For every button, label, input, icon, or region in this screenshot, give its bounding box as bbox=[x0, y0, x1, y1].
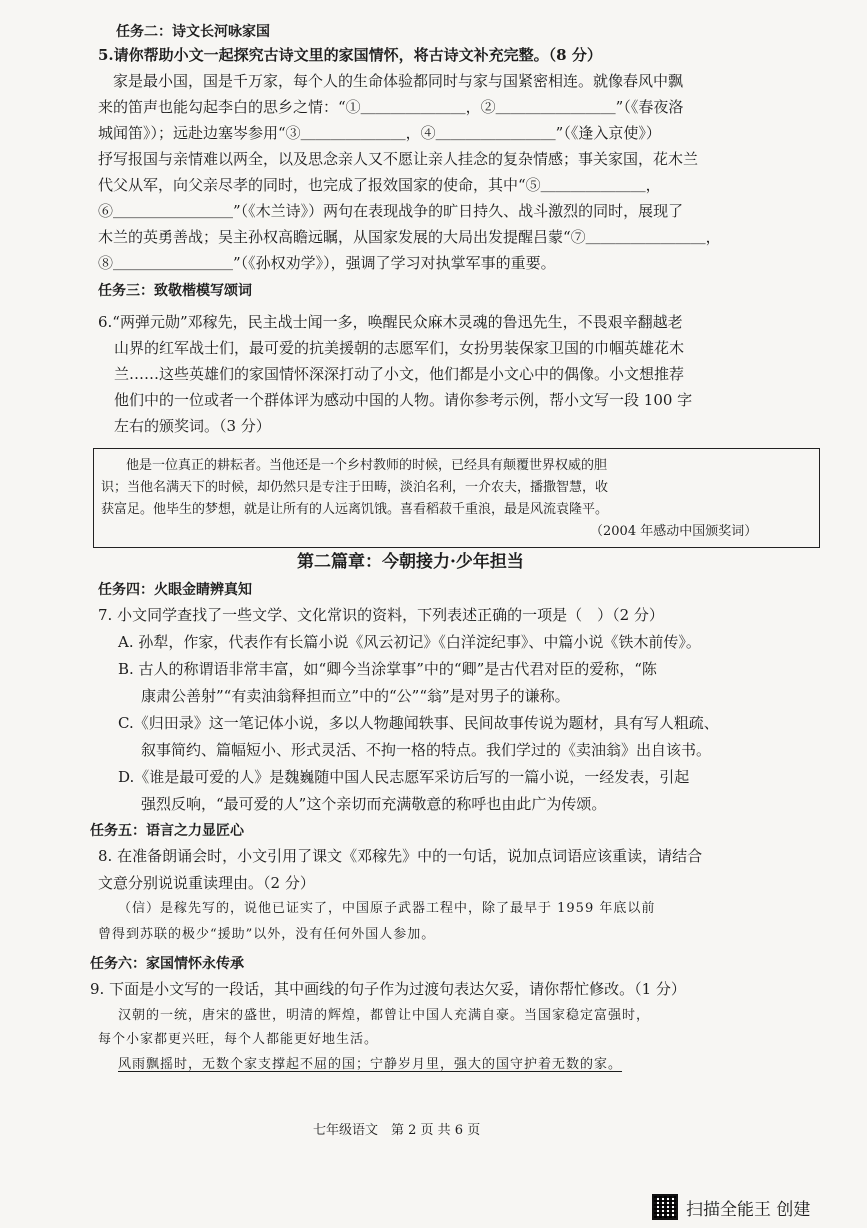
q5-line-8: 木兰的英勇善战；吴主孙权高瞻远瞩，从国家发展的大局出发提醒吕蒙“⑦＿＿＿＿＿＿＿＿， bbox=[98, 228, 721, 246]
q5-line-9: ⑧＿＿＿＿＿＿＿＿”（《孙权劝学》），强调了学习对执掌军事的重要。 bbox=[98, 254, 556, 272]
q5-line-1: 5.请你帮助小文一起探究古诗文里的家国情怀，将古诗文补充完整。（8 分） bbox=[98, 46, 602, 64]
q8-quote-1: （信）是稼先写的，说他已证实了，中国原子武器工程中，除了最早于 1959 年底以前 bbox=[118, 901, 656, 916]
q9-stem: 9. 下面是小文写的一段话，其中画线的句子作为过渡句表达欠妥，请你帮忙修改。（1 分） bbox=[90, 980, 686, 998]
q7-option-b-cont: 康肃公善射”“有卖油翁释担而立”中的“公”“翁”是对男子的谦称。 bbox=[141, 687, 570, 705]
chapter2-title: 第二篇章：今朝接力·少年担当 bbox=[297, 552, 524, 572]
q5-line-3: 来的笛声也能勾起李白的思乡之情：“①＿＿＿＿＿＿＿，②＿＿＿＿＿＿＿＿”（《春夜洛 bbox=[98, 98, 684, 116]
q7-option-b: B. 古人的称谓语非常丰富，如“卿今当涂掌事”中的“卿”是古代君对臣的爱称，“陈 bbox=[118, 660, 657, 678]
example-line-1: 他是一位真正的耕耘者。当他还是一个乡村教师的时候，已经具有颠覆世界权威的胆 bbox=[126, 458, 608, 473]
task2-heading: 任务二：诗文长河咏家国 bbox=[116, 24, 270, 40]
q6-line-5: 左右的颁奖词。（3 分） bbox=[114, 417, 271, 435]
q8-line-1: 8. 在准备朗诵会时，小文引用了课文《邓稼先》中的一句话，说加点词语应该重读，请结合 bbox=[98, 847, 703, 865]
q7-option-d: D.《谁是最可爱的人》是魏巍随中国人民志愿军采访后写的一篇小说，一经发表，引起 bbox=[118, 768, 690, 786]
task4-heading: 任务四：火眼金睛辨真知 bbox=[98, 582, 252, 598]
q8-line-2: 文意分别说说重读理由。（2 分） bbox=[98, 874, 315, 892]
qr-code-icon bbox=[652, 1194, 678, 1220]
q5-line-4: 城闻笛》）；远赴边塞岑参用“③＿＿＿＿＿＿＿，④＿＿＿＿＿＿＿＿”（《逢入京使》） bbox=[98, 124, 661, 142]
page-footer: 七年级语文 第 2 页 共 6 页 bbox=[313, 1123, 481, 1138]
q7-option-c: C.《归田录》这一笔记体小说，多以人物趣闻轶事、民间故事传说为题材，具有写人粗疏、 bbox=[118, 714, 719, 732]
q5-line-2: 家是最小国，国是千万家，每个人的生命体验都同时与家与国紧密相连。就像春风中飘 bbox=[98, 72, 684, 90]
q7-stem: 7. 小文同学查找了一些文学、文化常识的资料，下列表述正确的一项是（ ）（2 分） bbox=[98, 606, 664, 624]
q9-text-2: 每个小家都更兴旺，每个人都能更好地生活。 bbox=[98, 1032, 379, 1047]
example-source: （2004 年感动中国颁奖词） bbox=[590, 524, 758, 539]
example-line-3: 获富足。他毕生的梦想，就是让所有的人远离饥饿。喜看稻菽千重浪，最是风流袁隆平。 bbox=[101, 502, 609, 517]
q5-line-6: 代父从军，向父亲尽孝的同时，也完成了报效国家的使命，其中“⑤＿＿＿＿＿＿＿， bbox=[98, 176, 661, 194]
q9-underlined-sentence: 风雨飘摇时，无数个家支撑起不屈的国；宁静岁月里，强大的国守护着无数的家。 bbox=[118, 1057, 623, 1072]
example-line-2: 识；当他名满天下的时候，却仍然只是专注于田畴，淡泊名利，一介农夫，播撒智慧，收 bbox=[101, 480, 609, 495]
q6-line-4: 他们中的一位或者一个群体评为感动中国的人物。请你参考示例，帮小文写一段 100 字 bbox=[114, 391, 693, 409]
scanner-watermark: 扫描全能王 创建 bbox=[686, 1200, 811, 1220]
q8-quote-2: 曾得到苏联的极少“援助”以外，没有任何外国人参加。 bbox=[98, 927, 436, 942]
task5-heading: 任务五：语言之力显匠心 bbox=[90, 823, 244, 839]
q7-option-a: A. 孙犁，作家，代表作有长篇小说《风云初记》《白洋淀纪事》、中篇小说《铁木前传》。 bbox=[118, 633, 701, 651]
task3-heading: 任务三：致敬楷模写颂词 bbox=[98, 283, 252, 299]
q6-line-3: 兰……这些英雄们的家国情怀深深打动了小文，他们都是小文心中的偶像。小文想推荐 bbox=[114, 365, 685, 383]
q9-text-1: 汉朝的一统，唐宋的盛世，明清的辉煌，都曾让中国人充满自豪。当国家稳定富强时， bbox=[118, 1008, 651, 1023]
q7-option-d-cont: 强烈反响，“最可爱的人”这个亲切而充满敬意的称呼也由此广为传颂。 bbox=[141, 795, 607, 813]
q6-line-2: 山界的红军战士们，最可爱的抗美援朝的志愿军们，女扮男装保家卫国的巾帼英雄花木 bbox=[114, 339, 685, 357]
q5-line-5: 抒写报国与亲情难以两全，以及思念亲人又不愿让亲人挂念的复杂情感；事关家国，花木兰 bbox=[98, 150, 699, 168]
q5-line-7: ⑥＿＿＿＿＿＿＿＿”（《木兰诗》）两句在表现战争的旷日持久、战斗激烈的同时，展现了 bbox=[98, 202, 684, 220]
task6-heading: 任务六：家国情怀永传承 bbox=[90, 956, 244, 972]
q7-option-c-cont: 叙事简约、篇幅短小、形式灵活、不拘一格的特点。我们学过的《卖油翁》出自该书。 bbox=[141, 741, 712, 759]
q6-line-1: 6.“两弹元勋”邓稼先，民主战士闻一多，唤醒民众麻木灵魂的鲁迅先生，不畏艰辛翻越老 bbox=[98, 313, 683, 331]
